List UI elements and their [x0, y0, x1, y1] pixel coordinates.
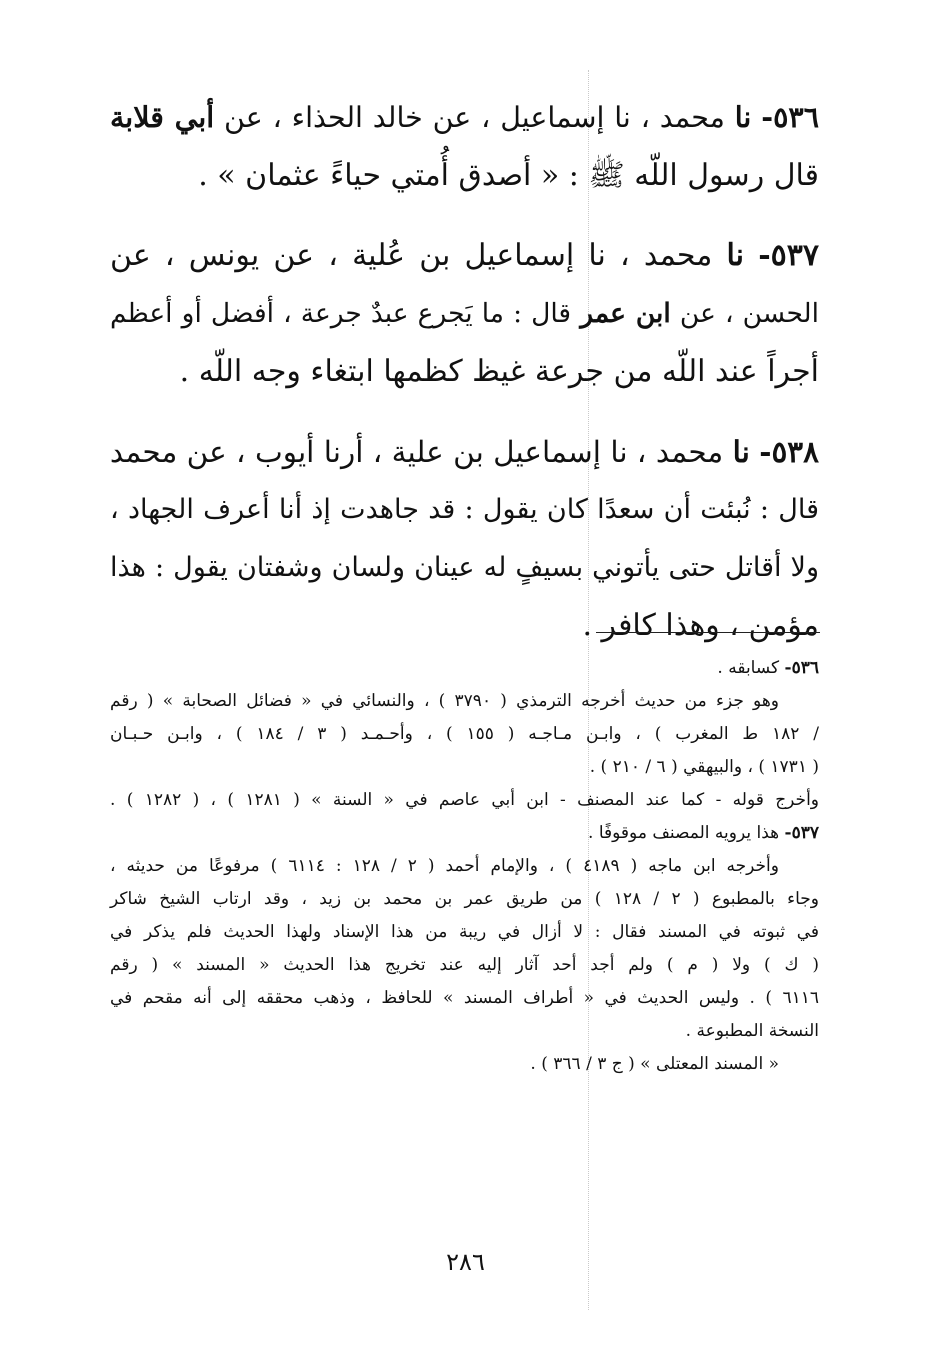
footnotes [110, 652, 819, 1081]
footnote-536 [110, 652, 819, 817]
footnote-537-line-4: ( ك ) ولا ( م ) ولم أجد أحد آثار إليه عند تخريج هذا الحديث « المسند » ( رقم [110, 955, 819, 975]
footnote-537-line-2: وجاء بالمطبوع ( ٢ / ١٢٨ ) من طريق عمر بن محمد بن زيد ، وقد ارتاب الشيخ شاكر [110, 889, 820, 909]
hadith-536-line-2: قال رسول اللّه ﷺ : « أصدق أُمتي حياءً عثمان » . [198, 158, 819, 193]
footnote-537-line-7: « المسند المعتلى » ( ج ٣ / ٣٦٦ ) . [530, 1054, 779, 1074]
page-number: ٢٨٦ [446, 1248, 485, 1276]
hadith-538-line-2: قال : نُبئت أن سعدًا كان يقول : قد جاهدت إذ أنا أعرف الجهاد ، [110, 494, 819, 525]
hadith-537-line-3: أجراً عند اللّه من جرعة غيظ كظمها ابتغاء وجه اللّه . [179, 354, 819, 389]
footnote-536-line-1: وهو جزء من حديث أخرجه الترمذي ( ٣٧٩٠ ) ، والنسائي في « فضائل الصحابة » ( رقم [110, 691, 780, 711]
hadith-538-line-1: ٥٣٨- نا محمد ، نا إسماعيل بن علية ، أرنا أيوب ، عن محمد [109, 434, 819, 469]
footnote-537-line-6: النسخة المطبوعة . [685, 1021, 819, 1041]
hadith-537-line-1: ٥٣٧- نا محمد ، نا إسماعيل بن عُلية ، عن يونس ، عن [110, 238, 819, 273]
footnote-537-head: ٥٣٧- هذا يرويه المصنف موقوفًا . [588, 823, 819, 843]
hadith-538 [110, 423, 819, 655]
hadith-537 [110, 227, 819, 401]
main-text [110, 88, 819, 677]
footnote-537-line-5: ٦١١٦ ) . وليس الحديث في « أطراف المسند » للحافظ ، وذهب محققه إلى أنه مقحم في [110, 988, 819, 1008]
footnote-separator [596, 632, 820, 633]
hadith-537-line-2: الحسن ، عن ابن عمر قال : ما يَجرع عبدٌ جرعة ، أفضل أو أعظم [110, 298, 819, 329]
footnote-536-head: ٥٣٦- كسابقه . [717, 658, 819, 678]
hadith-538-line-3: ولا أقاتل حتى يأتوني بسيفٍ له عينان ولسان وشفتان يقول : هذا [110, 552, 819, 583]
hadith-536 [110, 88, 819, 205]
footnote-537-line-1: وأخرجه ابن ماجه ( ٤١٨٩ ) ، والإمام أحمد ( ٢ / ١٢٨ : ٦١١٤ ) مرفوعًا من حديثه ، [110, 856, 779, 876]
footnote-536-line-3: ( ١٧٣١ ) ، والبيهقي ( ٦ / ٢١٠ ) . [589, 757, 819, 777]
footnote-536-line-4: وأخرج قوله - كما عند المصنف - ابن أبي عاصم في « السنة » ( ١٢٨١ ) ، ( ١٢٨٢ ) . [110, 790, 820, 810]
hadith-538-line-4: مؤمن ، وهذا كافر . [582, 608, 819, 643]
footnote-536-line-2: / ١٨٢ ط المغرب ) ، وابـن مـاجـه ( ١٥٥ ) ، وأحـمـد ( ٣ / ١٨٤ ) ، وابـن حـبـان [110, 724, 819, 744]
footnote-537-line-3: في ثبوته في المسند فقال : لا أزال في ريبة من هذا الإسناد ولهذا الحديث فلم يذكر في [110, 922, 819, 942]
footnote-537 [110, 817, 819, 1081]
hadith-536-line-1: ٥٣٦- نا محمد ، نا إسماعيل ، عن خالد الحذاء ، عن أبي قلابة [110, 100, 820, 134]
